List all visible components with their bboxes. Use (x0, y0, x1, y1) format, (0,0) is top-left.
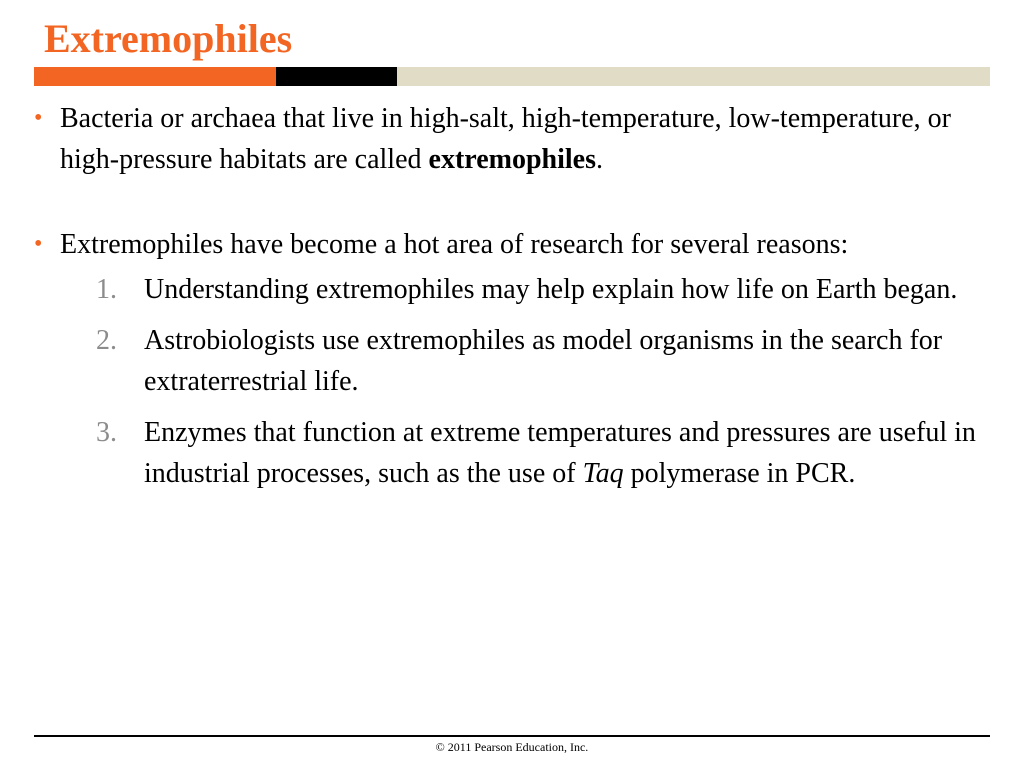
footer-divider (34, 735, 990, 737)
list-item-number: 1. (96, 274, 117, 305)
title-bar-orange-segment (34, 67, 276, 86)
bullet-1-text-end: . (595, 144, 603, 175)
bullet-dot-icon: • (34, 231, 43, 257)
bullet-dot-icon: • (34, 105, 43, 131)
slide-title: Extremophiles (44, 16, 293, 61)
list-item-italic-term: Taq (582, 458, 624, 489)
slide-content (34, 98, 990, 538)
title-bar-black-segment (276, 67, 397, 86)
list-item (60, 412, 990, 494)
list-item (60, 320, 990, 402)
bullet-item-2 (34, 224, 990, 494)
bullet-2-text: Extremophiles have become a hot area of research for several reasons: (60, 229, 849, 260)
list-item-text: Astrobiologists use extremophiles as model organisms in the search for extraterrestrial life. (144, 325, 943, 397)
title-bar-beige-segment (397, 67, 990, 86)
list-item (60, 269, 990, 310)
bullet-item-1 (34, 98, 990, 180)
bullet-1-text: Bacteria or archaea that live in high-salt, high-temperature, low-temperature, or high-pressure habitats are called (60, 103, 951, 175)
bullet-1-bold-term: extremophiles (428, 144, 596, 175)
title-divider-bar (34, 67, 990, 86)
list-item-text: Enzymes that function at extreme temperatures and pressures are useful in industrial processes, such as the use of (144, 417, 976, 489)
numbered-reasons-list (60, 269, 990, 494)
list-item-text-end: polymerase in PCR. (623, 458, 856, 489)
list-item-number: 3. (96, 417, 117, 448)
copyright-footer: © 2011 Pearson Education, Inc. (435, 740, 589, 754)
list-item-text: Understanding extremophiles may help explain how life on Earth began. (144, 274, 958, 305)
list-item-number: 2. (96, 325, 117, 356)
